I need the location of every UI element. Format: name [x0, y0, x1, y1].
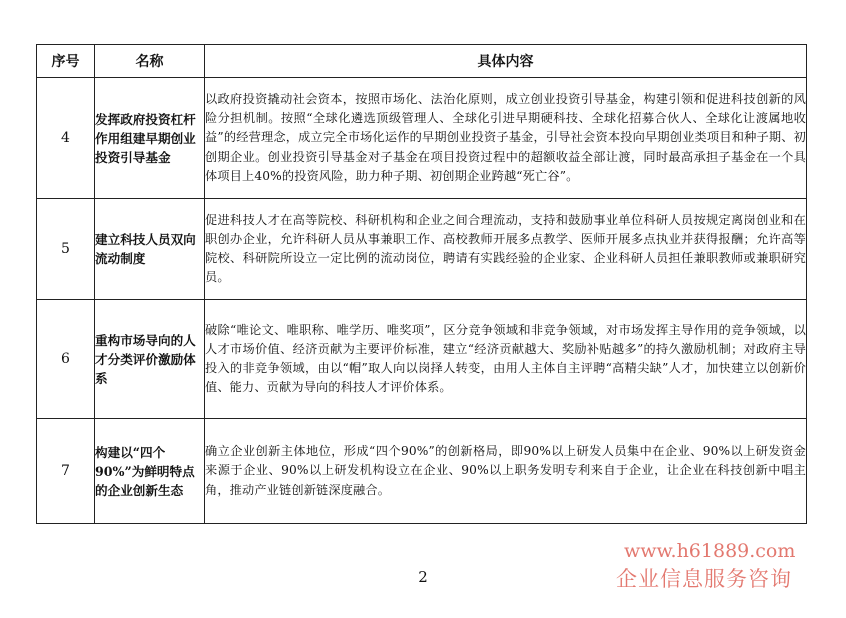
row-number: 4	[37, 78, 95, 199]
table-row	[37, 419, 807, 524]
row-content: 破除“唯论文、唯职称、唯学历、唯奖项”，区分竞争领域和非竞争领域，对市场发挥主导作用的竞争领域，以人才市场价值、经济贡献为主要评价标准，建立“经济贡献越大、奖励补贴越多”的持久激励机制；对政府主导投入的非竞争领域，由以“帽”取人向以岗择人转变，由用人主体自主评聘“高精尖缺”人才，加快建立以创新价值、能力、贡献为导向的科技人才评价体系。	[205, 300, 807, 419]
row-content: 确立企业创新主体地位，形成“四个90%”的创新格局，即90%以上研发人员集中在企业、90%以上研发资金来源于企业、90%以上研发机构设立在企业、90%以上职务发明专利来自于企业，让企业在科技创新中唱主角，推动产业链创新链深度融合。	[205, 419, 807, 524]
header-content: 具体内容	[205, 45, 807, 78]
table-row	[37, 78, 807, 199]
row-number: 5	[37, 199, 95, 300]
row-number: 7	[37, 419, 95, 524]
row-name: 发挥政府投资杠杆作用组建早期创业投资引导基金	[95, 78, 205, 199]
policy-table	[36, 44, 807, 524]
table-row	[37, 199, 807, 300]
row-name: 建立科技人员双向流动制度	[95, 199, 205, 300]
row-number: 6	[37, 300, 95, 419]
watermark-text: 企业信息服务咨询	[616, 567, 792, 591]
table-row	[37, 300, 807, 419]
header-name: 名称	[95, 45, 205, 78]
table-header-row	[37, 45, 807, 78]
watermark-url: www.h61889.com	[624, 540, 796, 562]
row-name: 构建以“四个90%”为鲜明特点的企业创新生态	[95, 419, 205, 524]
page-number: 2	[418, 568, 428, 586]
row-content: 促进科技人才在高等院校、科研机构和企业之间合理流动，支持和鼓励事业单位科研人员按规定离岗创业和在职创办企业，允许科研人员从事兼职工作、高校教师开展多点教学、医师开展多点执业并获得报酬；允许高等院校、科研院所设立一定比例的流动岗位，聘请有实践经验的企业家、企业科研人员担任兼职教师或兼职研究员。	[205, 199, 807, 300]
header-no: 序号	[37, 45, 95, 78]
row-name: 重构市场导向的人才分类评价激励体系	[95, 300, 205, 419]
row-content: 以政府投资撬动社会资本，按照市场化、法治化原则，成立创业投资引导基金，构建引领和促进科技创新的风险分担机制。按照“全球化遴选顶级管理人、全球化引进早期硬科技、全球化招募合伙人、全球化让渡属地收益”的经营理念，成立完全市场化运作的早期创业投资子基金，引导社会资本投向早期创业类项目和种子期、初创期企业。创业投资引导基金对子基金在项目投资过程中的超额收益全部让渡，同时最高承担子基金在一个具体项目上40%的投资风险，助力种子期、初创期企业跨越“死亡谷”。	[205, 78, 807, 199]
